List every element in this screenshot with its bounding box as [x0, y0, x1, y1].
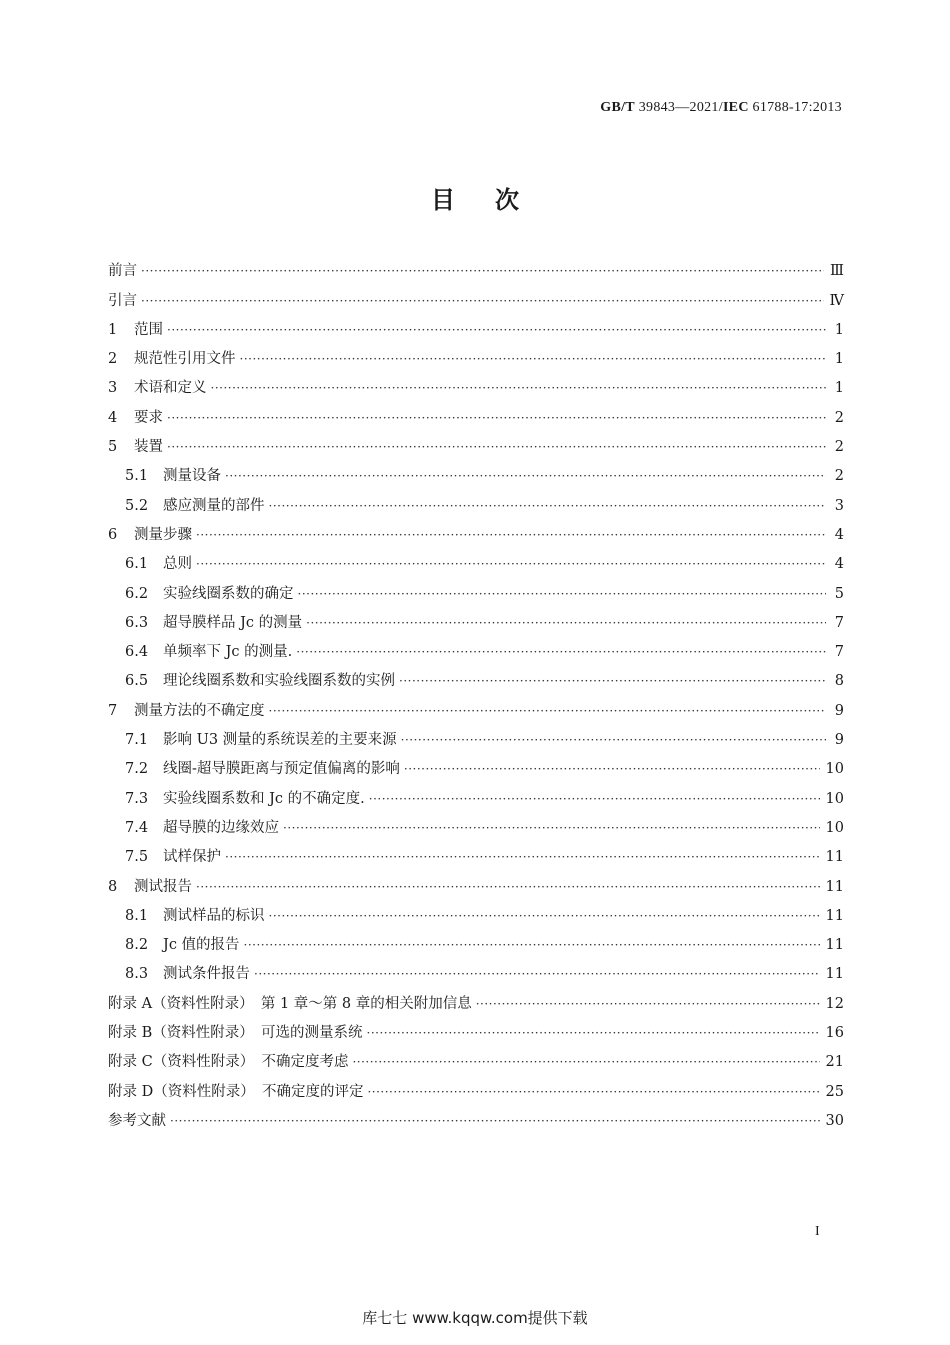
toc-entry-number: 6.5	[125, 673, 149, 690]
toc-entry-number: 7.4	[125, 819, 149, 836]
toc-entry-title: 实验线圈系数的确定	[163, 585, 294, 602]
toc-entry-title: Jc 值的报告	[163, 937, 240, 954]
toc-entry-title: 附录 C（资料性附录） 不确定度考虑	[108, 1054, 349, 1071]
toc-leader-dots	[167, 404, 826, 433]
toc-leader-dots	[141, 287, 824, 316]
toc-entry-number: 7.2	[125, 761, 149, 778]
toc-entry[interactable]	[108, 755, 844, 784]
toc-leader-dots	[399, 667, 826, 696]
toc-entry-page: 11	[825, 966, 844, 983]
toc-entry-page: 9	[834, 732, 844, 749]
toc-entry-page: 7	[834, 644, 844, 661]
toc-entry-page: 2	[834, 409, 844, 426]
toc-entry-title: 测试条件报告	[163, 966, 250, 983]
toc-leader-dots	[244, 931, 820, 960]
toc-entry-number: 5	[108, 439, 118, 456]
toc-entry-page: 1	[834, 351, 844, 368]
toc-entry-title: 理论线圈系数和实验线圈系数的实例	[163, 673, 395, 690]
toc-leader-dots	[167, 316, 826, 345]
page-title: 目次	[431, 186, 559, 214]
toc-entry[interactable]	[108, 726, 844, 755]
toc-entry-title: 测量设备	[163, 468, 221, 485]
toc-entry[interactable]	[108, 667, 844, 696]
toc-entry-title: 超导膜样品 Jc 的测量	[163, 614, 303, 631]
toc-entry[interactable]	[108, 579, 844, 608]
toc-leader-dots	[283, 814, 820, 843]
toc-entry[interactable]	[108, 931, 844, 960]
toc-entry[interactable]	[108, 696, 844, 725]
toc-leader-dots	[167, 433, 826, 462]
toc-entry-title: 术语和定义	[134, 380, 207, 397]
toc-entry[interactable]	[108, 784, 844, 813]
toc-entry-number: 7	[108, 702, 118, 719]
toc-entry-title: 参考文献	[108, 1112, 166, 1129]
toc-leader-dots	[170, 1107, 820, 1136]
download-watermark: 库七七 www.kqqw.com提供下载	[362, 1309, 588, 1327]
toc-leader-dots	[196, 550, 826, 579]
toc-leader-dots	[269, 902, 820, 931]
toc-entry-title: 测试报告	[134, 878, 192, 895]
toc-entry-title: 感应测量的部件	[163, 497, 265, 514]
toc-entry-number: 5.2	[125, 497, 149, 514]
toc-entry[interactable]	[108, 814, 844, 843]
toc-entry[interactable]	[108, 843, 844, 872]
toc-entry[interactable]	[108, 1019, 844, 1048]
toc-entry[interactable]	[108, 1077, 844, 1106]
toc-leader-dots	[225, 843, 820, 872]
toc-entry-page: 25	[825, 1083, 844, 1100]
toc-entry[interactable]	[108, 462, 844, 491]
toc-entry[interactable]	[108, 374, 844, 403]
toc-entry-number: 8.1	[125, 907, 149, 924]
toc-leader-dots	[298, 580, 827, 609]
toc-entry-page: 10	[825, 790, 844, 807]
toc-entry[interactable]	[108, 989, 844, 1018]
toc-entry-title: 规范性引用文件	[134, 351, 236, 368]
toc-entry[interactable]	[108, 872, 844, 901]
toc-entry-title: 测试样品的标识	[163, 907, 265, 924]
toc-entry-number: 6.4	[125, 644, 149, 661]
toc-entry-number: 8	[108, 878, 118, 895]
toc-entry-title: 测量步骤	[134, 526, 192, 543]
toc-entry[interactable]	[108, 257, 844, 286]
toc-entry-page: 4	[834, 526, 844, 543]
toc-entry-page: 10	[825, 761, 844, 778]
toc-leader-dots	[196, 521, 826, 550]
toc-leader-dots	[367, 1078, 819, 1107]
toc-entry[interactable]	[108, 286, 844, 315]
toc-entry-page: Ⅳ	[829, 292, 844, 309]
toc-entry-number: 6.1	[125, 556, 149, 573]
toc-entry-number: 6.2	[125, 585, 149, 602]
table-of-contents	[108, 257, 844, 1136]
toc-entry-number: 6.3	[125, 614, 149, 631]
toc-entry-page: 11	[825, 937, 844, 954]
toc-entry-page: 11	[825, 849, 844, 866]
toc-entry-number: 7.5	[125, 849, 149, 866]
toc-entry-title: 范围	[134, 321, 163, 338]
toc-leader-dots	[404, 755, 820, 784]
toc-leader-dots	[269, 697, 827, 726]
toc-entry[interactable]	[108, 491, 844, 520]
toc-leader-dots	[225, 462, 826, 491]
toc-entry[interactable]	[108, 609, 844, 638]
toc-entry-title: 装置	[134, 439, 163, 456]
toc-leader-dots	[211, 374, 827, 403]
toc-entry-number: 8.3	[125, 966, 149, 983]
toc-entry[interactable]	[108, 316, 844, 345]
iec-number: 61788-17:2013	[748, 100, 842, 115]
toc-leader-dots	[306, 609, 826, 638]
toc-entry-page: 7	[834, 614, 844, 631]
toc-entry-page: 12	[825, 995, 844, 1012]
toc-entry-page: 16	[825, 1025, 844, 1042]
toc-entry-title: 要求	[134, 409, 163, 426]
toc-entry-number: 7.3	[125, 790, 149, 807]
toc-entry-page: 2	[834, 468, 844, 485]
toc-entry[interactable]	[108, 960, 844, 989]
gbt-number: 39843—2021/	[634, 100, 723, 115]
toc-leader-dots	[196, 873, 820, 902]
toc-entry-page: 1	[834, 380, 844, 397]
toc-entry-page: 8	[834, 673, 844, 690]
toc-entry-number: 1	[108, 321, 118, 338]
toc-entry-page: 10	[825, 819, 844, 836]
toc-entry-page: 21	[825, 1054, 844, 1071]
toc-entry-page: 3	[834, 497, 844, 514]
toc-entry-title: 前言	[108, 263, 137, 280]
toc-entry-number: 3	[108, 380, 118, 397]
toc-entry-title: 引言	[108, 292, 137, 309]
toc-entry-number: 2	[108, 351, 118, 368]
toc-entry[interactable]	[108, 638, 844, 667]
toc-entry-number: 5.1	[125, 468, 149, 485]
toc-leader-dots	[141, 257, 824, 286]
toc-leader-dots	[476, 990, 820, 1019]
toc-entry-title: 测量方法的不确定度	[134, 702, 265, 719]
standard-number-header	[600, 100, 842, 116]
toc-entry[interactable]	[108, 521, 844, 550]
toc-entry-number: 4	[108, 409, 118, 426]
toc-entry-number: 8.2	[125, 937, 149, 954]
toc-entry-title: 附录 B（资料性附录） 可选的测量系统	[108, 1025, 363, 1042]
toc-entry-title: 附录 A（资料性附录） 第 1 章～第 8 章的相关附加信息	[108, 995, 472, 1012]
toc-entry-page: Ⅲ	[830, 263, 844, 280]
gbt-prefix: GB/T	[600, 100, 635, 115]
toc-entry[interactable]	[108, 902, 844, 931]
toc-entry[interactable]	[108, 550, 844, 579]
toc-leader-dots	[369, 785, 820, 814]
toc-entry[interactable]	[108, 345, 844, 374]
toc-entry-page: 1	[834, 321, 844, 338]
toc-entry-page: 5	[834, 585, 844, 602]
toc-leader-dots	[296, 638, 826, 667]
toc-entry-title: 试样保护	[163, 849, 221, 866]
toc-leader-dots	[367, 1019, 820, 1048]
toc-entry-page: 9	[834, 702, 844, 719]
toc-entry-title: 附录 D（资料性附录） 不确定度的评定	[108, 1083, 364, 1100]
toc-leader-dots	[240, 345, 827, 374]
toc-leader-dots	[352, 1048, 819, 1077]
toc-entry[interactable]	[108, 1107, 844, 1136]
toc-entry-number: 6	[108, 526, 118, 543]
page-number: I	[815, 1224, 820, 1239]
toc-entry-title: 线圈-超导膜距离与预定值偏离的影响	[163, 761, 400, 778]
toc-entry[interactable]	[108, 1048, 844, 1077]
toc-entry[interactable]	[108, 403, 844, 432]
toc-entry-title: 影响 U3 测量的系统误差的主要来源	[163, 732, 397, 749]
toc-entry-page: 30	[825, 1112, 844, 1129]
toc-entry-title: 总则	[163, 556, 192, 573]
toc-leader-dots	[254, 960, 820, 989]
toc-entry-title: 实验线圈系数和 Jc 的不确定度.	[163, 790, 365, 807]
toc-entry-title: 超导膜的边缘效应	[163, 819, 279, 836]
toc-entry-title: 单频率下 Jc 的测量.	[163, 644, 293, 661]
iec-prefix: IEC	[722, 100, 749, 115]
toc-entry-page: 11	[825, 907, 844, 924]
toc-leader-dots	[401, 726, 826, 755]
toc-entry[interactable]	[108, 433, 844, 462]
toc-entry-page: 11	[825, 878, 844, 895]
toc-leader-dots	[269, 492, 827, 521]
toc-entry-page: 4	[834, 556, 844, 573]
toc-entry-number: 7.1	[125, 732, 149, 749]
toc-entry-page: 2	[834, 439, 844, 456]
